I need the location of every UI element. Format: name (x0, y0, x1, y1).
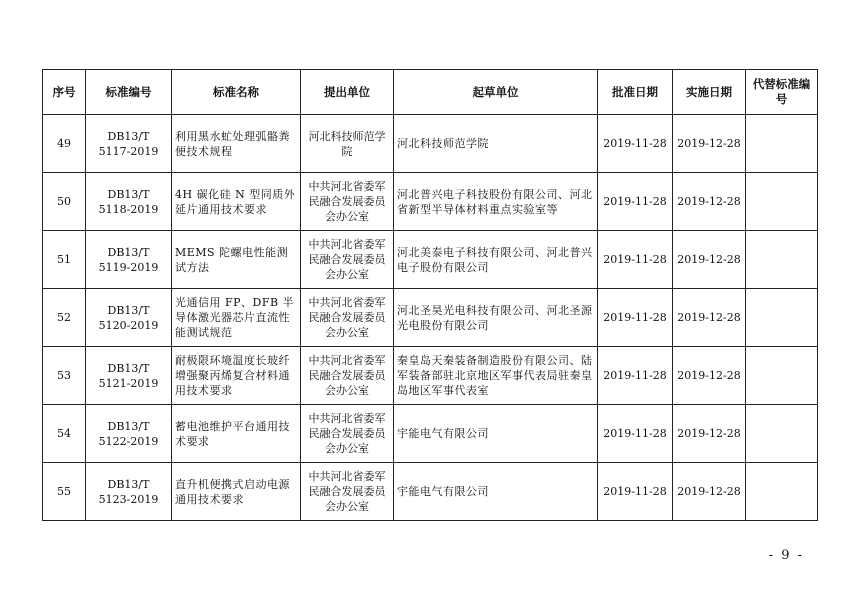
row-approval-date-text: 2019-11-28 (603, 195, 667, 208)
row-code (86, 405, 172, 463)
row-drafter-text: 宇能电气有限公司 (397, 485, 489, 498)
row-drafter-text: 宇能电气有限公司 (397, 427, 489, 440)
row-name (172, 463, 301, 521)
row-impl-date (673, 173, 746, 231)
row-drafter-text: 秦皇岛天秦装备制造股份有限公司、陆军装备部驻北京地区军事代表局驻秦皇岛地区军事代表室 (397, 354, 593, 397)
row-name-text: 4H 碳化硅 N 型同质外延片通用技术要求 (175, 187, 296, 216)
row-drafter (394, 463, 598, 521)
header-drafter: 起草单位 (394, 70, 598, 115)
row-proposer-text: 中共河北省委军民融合发展委员会办公室 (308, 238, 386, 281)
row-approval-date (598, 347, 673, 405)
row-replace (746, 115, 818, 173)
row-approval-date (598, 405, 673, 463)
row-impl-date-text: 2019-12-28 (677, 485, 741, 498)
row-seq-text: 52 (57, 311, 71, 324)
header-code: 标准编号 (86, 70, 172, 115)
row-seq (43, 231, 86, 289)
row-impl-date-text: 2019-12-28 (677, 253, 741, 266)
row-impl-date-text: 2019-12-28 (677, 369, 741, 382)
row-drafter-text: 河北普兴电子科技股份有限公司、河北省新型半导体材料重点实验室等 (397, 187, 593, 216)
row-code (86, 347, 172, 405)
row-drafter (394, 347, 598, 405)
row-proposer (301, 463, 394, 521)
row-name (172, 405, 301, 463)
row-code (86, 463, 172, 521)
row-name (172, 289, 301, 347)
row-approval-date-text: 2019-11-28 (603, 253, 667, 266)
row-impl-date-text: 2019-12-28 (677, 195, 741, 208)
row-approval-date (598, 289, 673, 347)
row-drafter-text: 河北美泰电子科技有限公司、河北普兴电子股份有限公司 (397, 245, 593, 274)
row-proposer (301, 347, 394, 405)
row-code-text: DB13/T (107, 361, 150, 375)
row-impl-date (673, 115, 746, 173)
row-approval-date-text: 2019-11-28 (603, 369, 667, 382)
row-name-text: 直升机便携式启动电源通用技术要求 (175, 477, 290, 506)
row-code-text: 5121-2019 (98, 376, 159, 390)
row-drafter (394, 405, 598, 463)
row-code-text: 5122-2019 (98, 434, 159, 448)
row-code-text: DB13/T (107, 245, 150, 259)
table-row (43, 405, 818, 463)
row-code (86, 231, 172, 289)
standards-table (42, 69, 818, 521)
row-impl-date (673, 231, 746, 289)
row-approval-date-text: 2019-11-28 (603, 137, 667, 150)
row-replace (746, 463, 818, 521)
row-name-text: 光通信用 FP、DFB 半导体激光器芯片直流性能测试规范 (175, 296, 295, 339)
row-seq-text: 55 (57, 485, 71, 498)
row-impl-date-text: 2019-12-28 (677, 311, 741, 324)
row-code-text: 5123-2019 (98, 492, 159, 506)
row-impl-date (673, 405, 746, 463)
row-impl-date (673, 463, 746, 521)
row-drafter (394, 115, 598, 173)
row-seq-text: 53 (57, 369, 71, 382)
row-impl-date-text: 2019-12-28 (677, 427, 741, 440)
row-seq-text: 51 (57, 253, 71, 266)
row-code-text: 5118-2019 (98, 202, 159, 216)
row-code (86, 173, 172, 231)
row-name (172, 173, 301, 231)
row-approval-date (598, 463, 673, 521)
row-replace (746, 173, 818, 231)
row-proposer-text: 中共河北省委军民融合发展委员会办公室 (308, 412, 386, 455)
header-replace: 代替标准编号 (746, 70, 818, 115)
row-seq (43, 347, 86, 405)
row-name-text: 耐极限环境温度长玻纤增强聚丙烯复合材料通用技术要求 (175, 354, 290, 397)
row-seq (43, 173, 86, 231)
row-code-text: 5119-2019 (98, 260, 159, 274)
row-replace (746, 347, 818, 405)
header-proposer: 提出单位 (301, 70, 394, 115)
row-approval-date-text: 2019-11-28 (603, 485, 667, 498)
row-impl-date-text: 2019-12-28 (677, 137, 741, 150)
row-replace (746, 231, 818, 289)
row-proposer-text: 中共河北省委军民融合发展委员会办公室 (308, 354, 386, 397)
row-code-text: DB13/T (107, 419, 150, 433)
row-approval-date (598, 173, 673, 231)
row-proposer-text: 中共河北省委军民融合发展委员会办公室 (308, 296, 386, 339)
row-impl-date (673, 347, 746, 405)
table-row (43, 289, 818, 347)
row-replace (746, 289, 818, 347)
header-approval-date: 批准日期 (598, 70, 673, 115)
row-proposer (301, 405, 394, 463)
header-name: 标准名称 (172, 70, 301, 115)
table-row (43, 231, 818, 289)
row-drafter (394, 231, 598, 289)
row-approval-date (598, 231, 673, 289)
row-code-text: DB13/T (107, 187, 150, 201)
row-approval-date-text: 2019-11-28 (603, 311, 667, 324)
row-name (172, 115, 301, 173)
page-number: - 9 - (768, 548, 804, 563)
row-name-text: 蓄电池维护平台通用技术要求 (175, 419, 290, 448)
row-impl-date (673, 289, 746, 347)
row-proposer-text: 中共河北省委军民融合发展委员会办公室 (308, 180, 386, 223)
row-name-text: 利用黑水虻处理弧骼粪便技术规程 (175, 129, 290, 158)
row-seq (43, 405, 86, 463)
row-seq (43, 289, 86, 347)
row-proposer (301, 289, 394, 347)
header-row (43, 70, 818, 115)
row-drafter-text: 河北圣昊光电科技有限公司、河北圣源光电股份有限公司 (397, 303, 593, 332)
row-seq (43, 463, 86, 521)
header-seq: 序号 (43, 70, 86, 115)
row-proposer-text: 中共河北省委军民融合发展委员会办公室 (308, 470, 386, 513)
row-proposer-text: 河北科技师范学院 (308, 129, 386, 158)
row-proposer (301, 173, 394, 231)
row-name-text: MEMS 陀螺电性能测试方法 (175, 245, 289, 274)
row-seq-text: 54 (57, 427, 71, 440)
row-proposer (301, 231, 394, 289)
row-code (86, 289, 172, 347)
row-code (86, 115, 172, 173)
row-code-text: 5120-2019 (98, 318, 159, 332)
row-seq (43, 115, 86, 173)
row-code-text: 5117-2019 (98, 144, 159, 158)
row-drafter (394, 289, 598, 347)
row-code-text: DB13/T (107, 303, 150, 317)
row-name (172, 231, 301, 289)
table-row (43, 347, 818, 405)
row-code-text: DB13/T (107, 129, 150, 143)
row-replace (746, 405, 818, 463)
row-drafter-text: 河北科技师范学院 (397, 137, 489, 150)
row-seq-text: 50 (57, 195, 71, 208)
header-impl-date: 实施日期 (673, 70, 746, 115)
row-drafter (394, 173, 598, 231)
row-code-text: DB13/T (107, 477, 150, 491)
row-name (172, 347, 301, 405)
table-row (43, 115, 818, 173)
table-row (43, 463, 818, 521)
row-proposer (301, 115, 394, 173)
row-seq-text: 49 (57, 137, 71, 150)
row-approval-date (598, 115, 673, 173)
table-row (43, 173, 818, 231)
row-approval-date-text: 2019-11-28 (603, 427, 667, 440)
